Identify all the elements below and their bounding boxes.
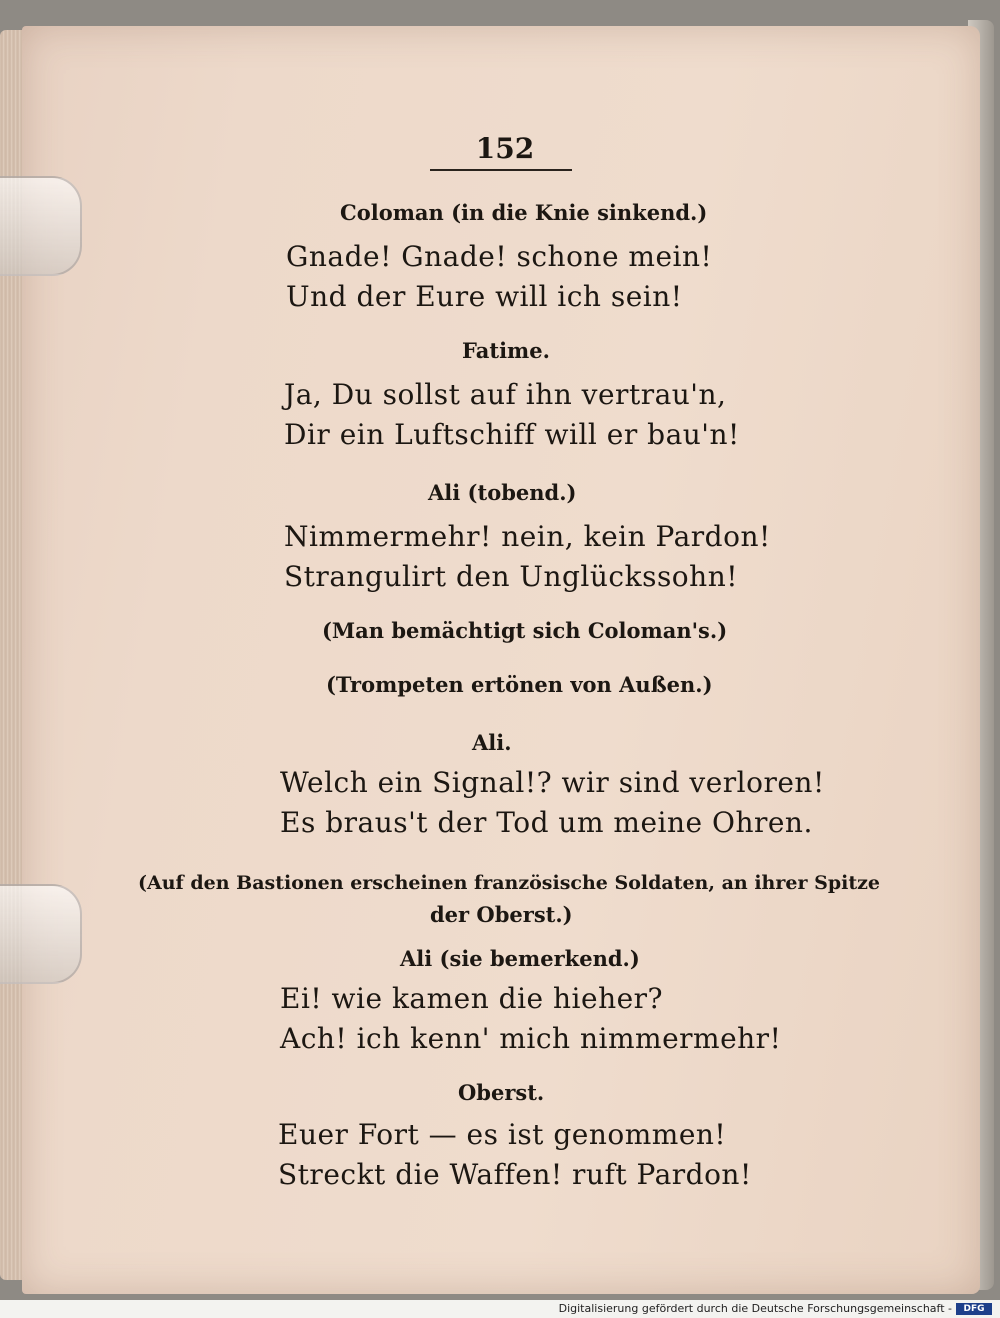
verse-line: Ja, Du sollst auf ihn vertrau'n, bbox=[284, 378, 727, 411]
page-clip-bottom bbox=[0, 884, 82, 984]
verse-line: Nimmermehr! nein, kein Pardon! bbox=[284, 520, 771, 553]
stage-direction: (Trompeten ertönen von Außen.) bbox=[326, 672, 713, 697]
speaker-ali: Ali (sie bemerkend.) bbox=[400, 946, 640, 971]
verse-line: Streckt die Waffen! ruft Pardon! bbox=[278, 1158, 752, 1191]
dfg-logo-icon: DFG bbox=[956, 1303, 992, 1315]
verse-line: Gnade! Gnade! schone mein! bbox=[286, 240, 713, 273]
verse-line: Ach! ich kenn' mich nimmermehr! bbox=[280, 1022, 782, 1055]
digitization-footer bbox=[0, 1300, 1000, 1318]
stage-direction: (Auf den Bastionen erscheinen französische Soldaten, an ihrer Spitze bbox=[138, 872, 880, 894]
verse-line: Und der Eure will ich sein! bbox=[286, 280, 683, 313]
verse-line: Dir ein Luftschiff will er bau'n! bbox=[284, 418, 740, 451]
header-rule bbox=[430, 169, 572, 171]
speaker-fatime: Fatime. bbox=[462, 338, 550, 363]
page-clip-top bbox=[0, 176, 82, 276]
footer-credit: Digitalisierung gefördert durch die Deutsche Forschungsgemeinschaft - bbox=[558, 1302, 952, 1315]
verse-line: Ei! wie kamen die hieher? bbox=[280, 982, 664, 1015]
speaker-coloman: Coloman (in die Knie sinkend.) bbox=[340, 200, 708, 225]
verse-line: Es braus't der Tod um meine Ohren. bbox=[280, 806, 813, 839]
speaker-ali: Ali. bbox=[472, 730, 512, 755]
verse-line: Strangulirt den Unglückssohn! bbox=[284, 560, 738, 593]
stage-direction: (Man bemächtigt sich Coloman's.) bbox=[322, 618, 728, 643]
verse-line: Euer Fort — es ist genommen! bbox=[278, 1118, 727, 1151]
page-number: 152 bbox=[475, 132, 535, 165]
speaker-ali: Ali (tobend.) bbox=[428, 480, 577, 505]
verse-line: Welch ein Signal!? wir sind verloren! bbox=[280, 766, 825, 799]
stage-direction: der Oberst.) bbox=[430, 902, 573, 927]
speaker-oberst: Oberst. bbox=[458, 1080, 545, 1105]
